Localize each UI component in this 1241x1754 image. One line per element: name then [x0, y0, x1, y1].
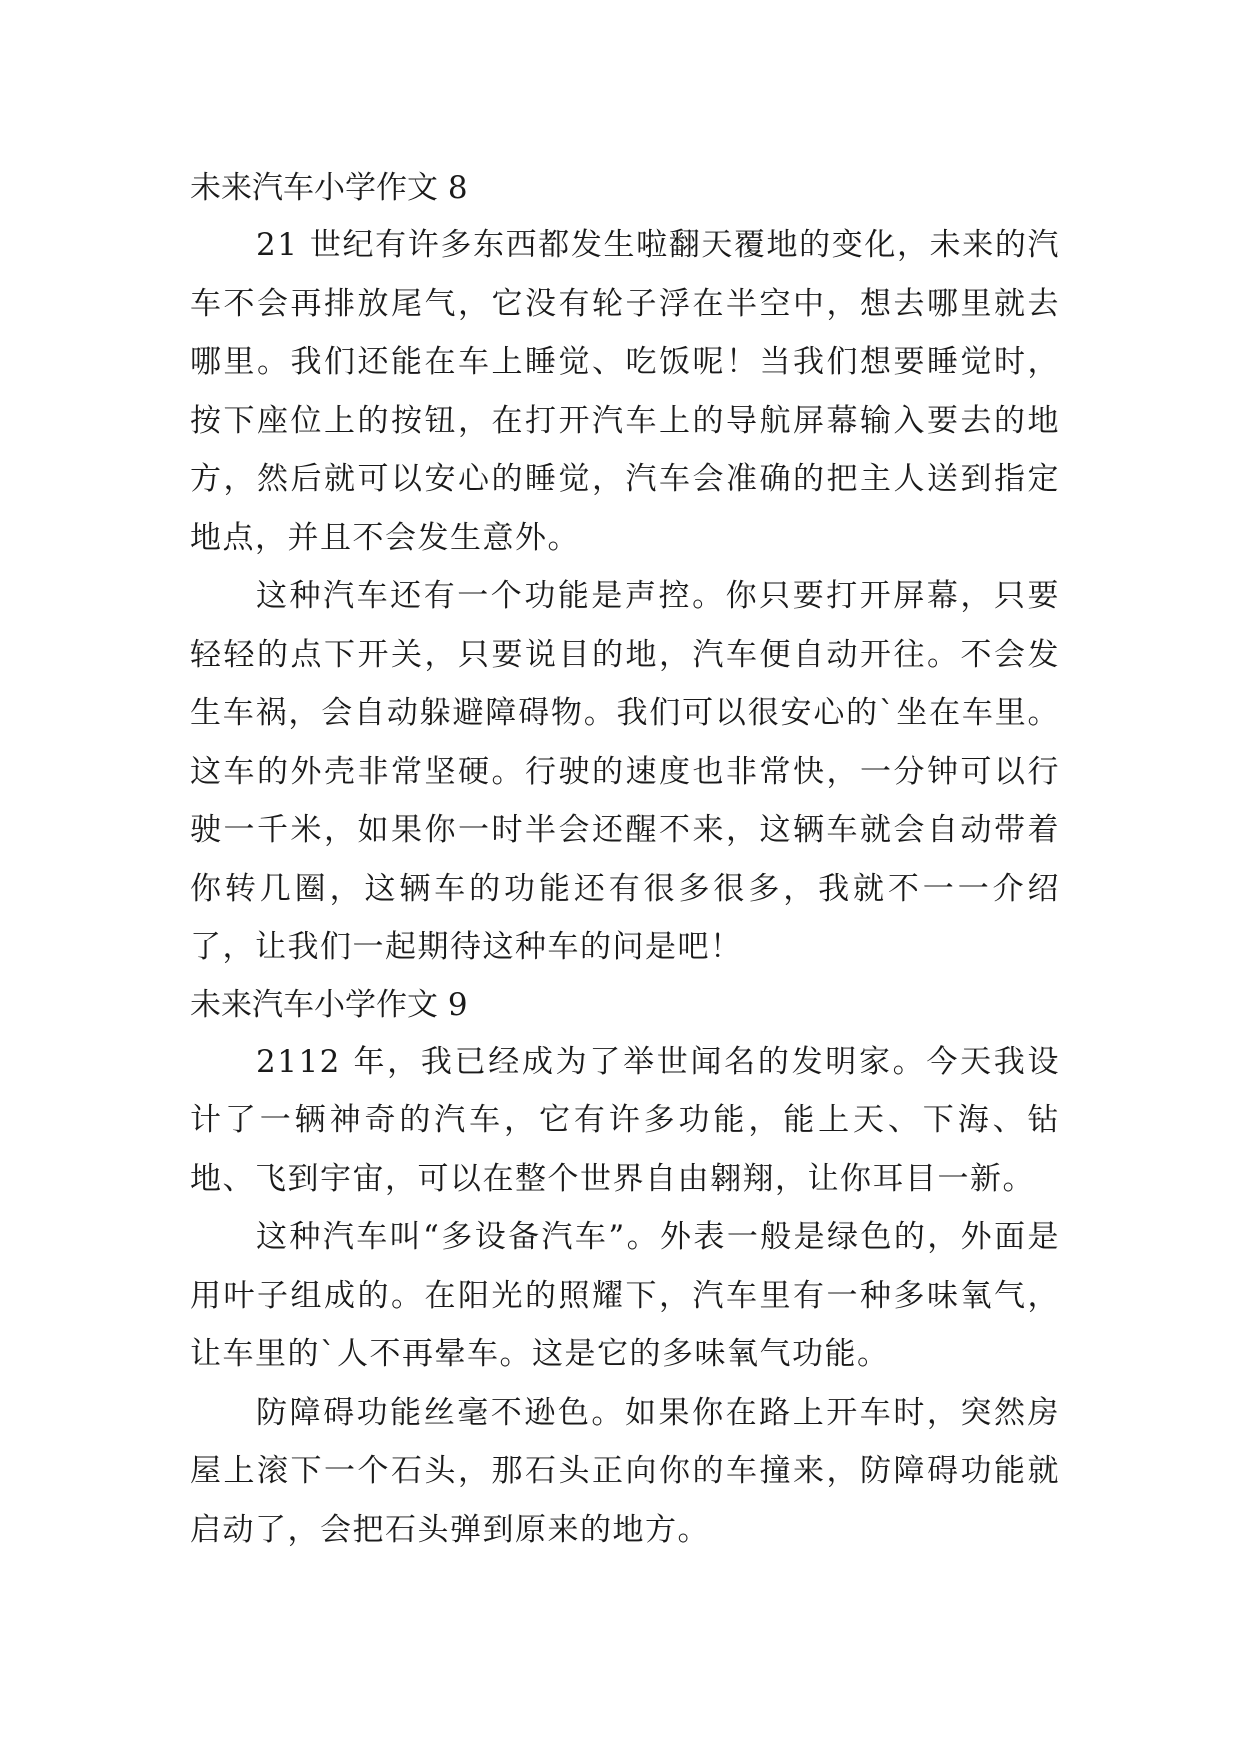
paragraph: 这种汽车叫“多设备汽车”。外表一般是绿色的，外面是用叶子组成的。在阳光的照耀下，汽车里有一种多味氧气，让车里的`人不再晕车。这是它的多味氧气功能。 — [190, 1219, 1060, 1372]
section-title-8: 未来汽车小学作文 8 — [190, 170, 468, 206]
paragraph: 防障碍功能丝毫不逊色。如果你在路上开车时，突然房屋上滚下一个石头，那石头正向你的车撞来，防障碍功能就启动了，会把石头弹到原来的地方。 — [190, 1394, 1060, 1548]
section-title-9: 未来汽车小学作文 9 — [190, 986, 468, 1023]
paragraph: 这种汽车还有一个功能是声控。你只要打开屏幕，只要轻轻的点下开关，只要说目的地，汽车便自动开往。不会发生车祸，会自动躲避障碍物。我们可以很安心的`坐在车里。这车的外壳非常坚硬。行驶的速度也非常快，一分钟可以行驶一千米，如果你一时半会还醒不来，这辆车就会自动带着你转几圈，这辆车的功能还有很多很多，我就不一一介绍了，让我们一起期待这种车的问是吧！ — [190, 578, 1060, 965]
paragraph: 2112 年，我已经成为了举世闻名的发明家。今天我设计了一辆神奇的汽车，它有许多功能，能上天、下海、钻地、飞到宇宙，可以在整个世界自由翱翔，让你耳目一新。 — [190, 1043, 1060, 1197]
document-body — [190, 160, 1060, 1559]
paragraph: 21 世纪有许多东西都发生啦翻天覆地的变化，未来的汽车不会再排放尾气，它没有轮子浮在半空中，想去哪里就去哪里。我们还能在车上睡觉、吃饭呢！当我们想要睡觉时，按下座位上的按钮，在打开汽车上的导航屏幕输入要去的地方，然后就可以安心的睡觉，汽车会准确的把主人送到指定地点，并且不会发生意外。 — [190, 227, 1060, 556]
